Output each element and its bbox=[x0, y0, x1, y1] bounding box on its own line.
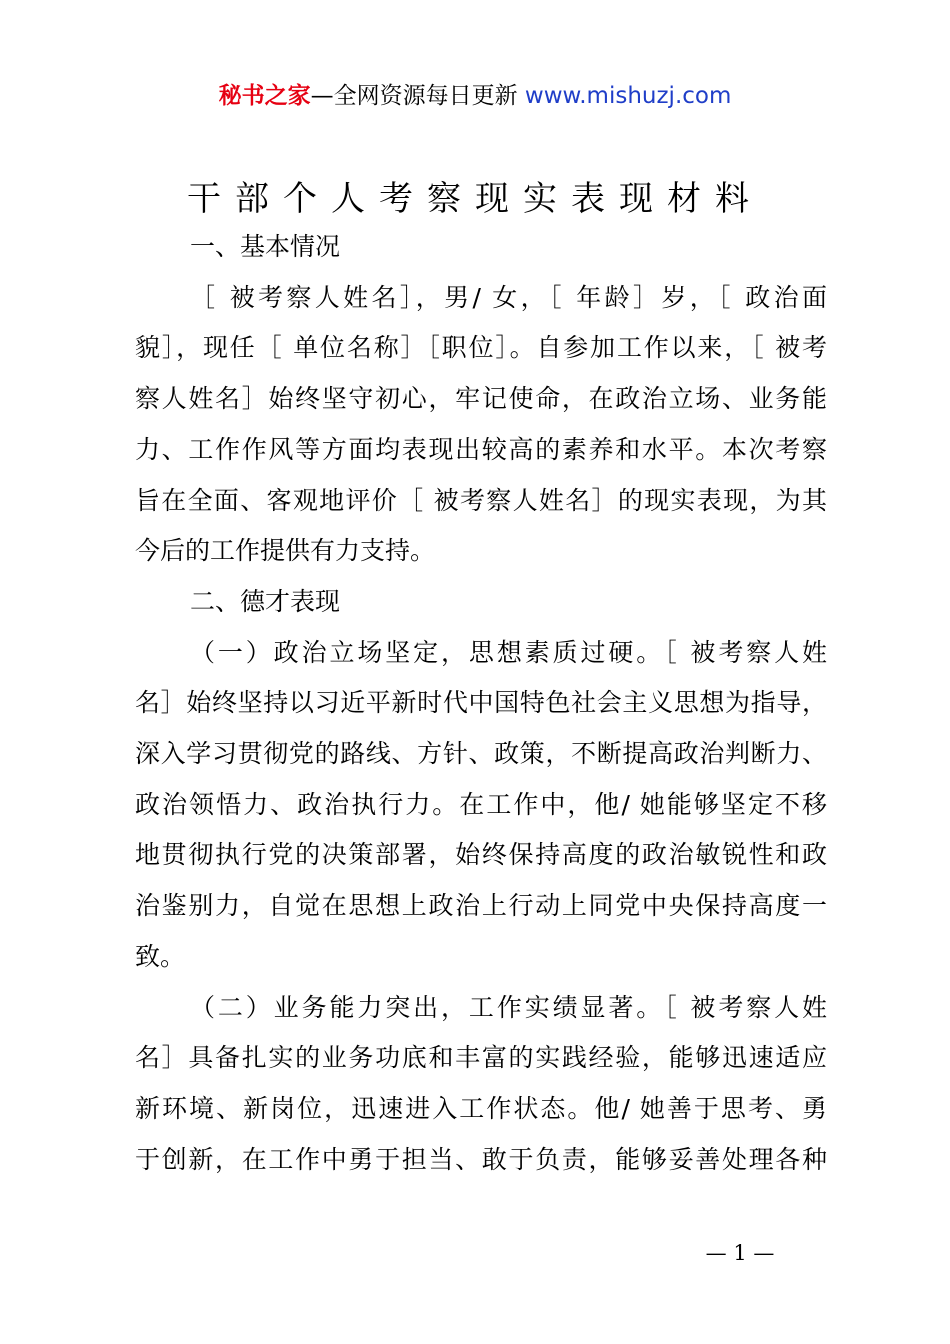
text-line: 致。 bbox=[135, 941, 186, 971]
banner-slogan: —全网资源每日更新 bbox=[310, 83, 525, 109]
text-line: 新环境、新岗位，迅速进入工作状态。他/ 她善于思考、勇 bbox=[135, 1093, 827, 1123]
text-line: 地贯彻执行党的决策部署，始终保持高度的政治敏锐性和政 bbox=[135, 840, 827, 870]
text-line: 深入学习贯彻党的路线、方针、政策，不断提高政治判断力、 bbox=[135, 739, 827, 769]
paragraph-political-stance bbox=[135, 628, 827, 983]
section-heading-basic-info: 一、基本情况 bbox=[190, 232, 341, 261]
banner-brand: 秘书之家 bbox=[218, 83, 311, 109]
page-number: — 1 — bbox=[705, 1241, 775, 1265]
paragraph-basic-info bbox=[135, 273, 827, 577]
text-line: ［ 被考察人姓名］，男/ 女，［ 年龄］岁，［ 政治面 bbox=[190, 282, 827, 312]
text-line: （一）政治立场坚定，思想素质过硬。［ 被考察人姓 bbox=[190, 637, 827, 667]
text-line: 名］具备扎实的业务功底和丰富的实践经验，能够迅速适应 bbox=[135, 1043, 827, 1073]
text-line: 力、工作作风等方面均表现出较高的素养和水平。本次考察 bbox=[135, 434, 827, 464]
text-line: 治鉴别力，自觉在思想上政治上行动上同党中央保持高度一 bbox=[135, 891, 827, 921]
paragraph-work-ability bbox=[135, 983, 827, 1186]
text-line: 旨在全面、客观地评价［ 被考察人姓名］的现实表现，为其 bbox=[135, 485, 827, 515]
banner-url-link[interactable]: www.mishuzj.com bbox=[524, 83, 732, 109]
text-line: 今后的工作提供有力支持。 bbox=[135, 536, 436, 566]
text-line: 于创新，在工作中勇于担当、敢于负责，能够妥善处理各种 bbox=[135, 1144, 827, 1174]
site-banner bbox=[0, 80, 950, 112]
section-heading-performance: 二、德才表现 bbox=[190, 586, 341, 616]
document-body bbox=[135, 222, 827, 1185]
text-line: 察人姓名］始终坚守初心，牢记使命，在政治立场、业务能 bbox=[135, 384, 827, 414]
document-title: 干部个人考察现实表现材料 bbox=[187, 179, 763, 219]
text-line: 貌］，现任［ 单位名称］［职位］。自参加工作以来，［ 被考 bbox=[135, 333, 827, 363]
text-line: （二）业务能力突出，工作实绩显著。［ 被考察人姓 bbox=[190, 992, 827, 1022]
text-line: 名］始终坚持以习近平新时代中国特色社会主义思想为指导， bbox=[135, 688, 827, 718]
text-line: 政治领悟力、政治执行力。在工作中，他/ 她能够坚定不移 bbox=[135, 789, 827, 819]
